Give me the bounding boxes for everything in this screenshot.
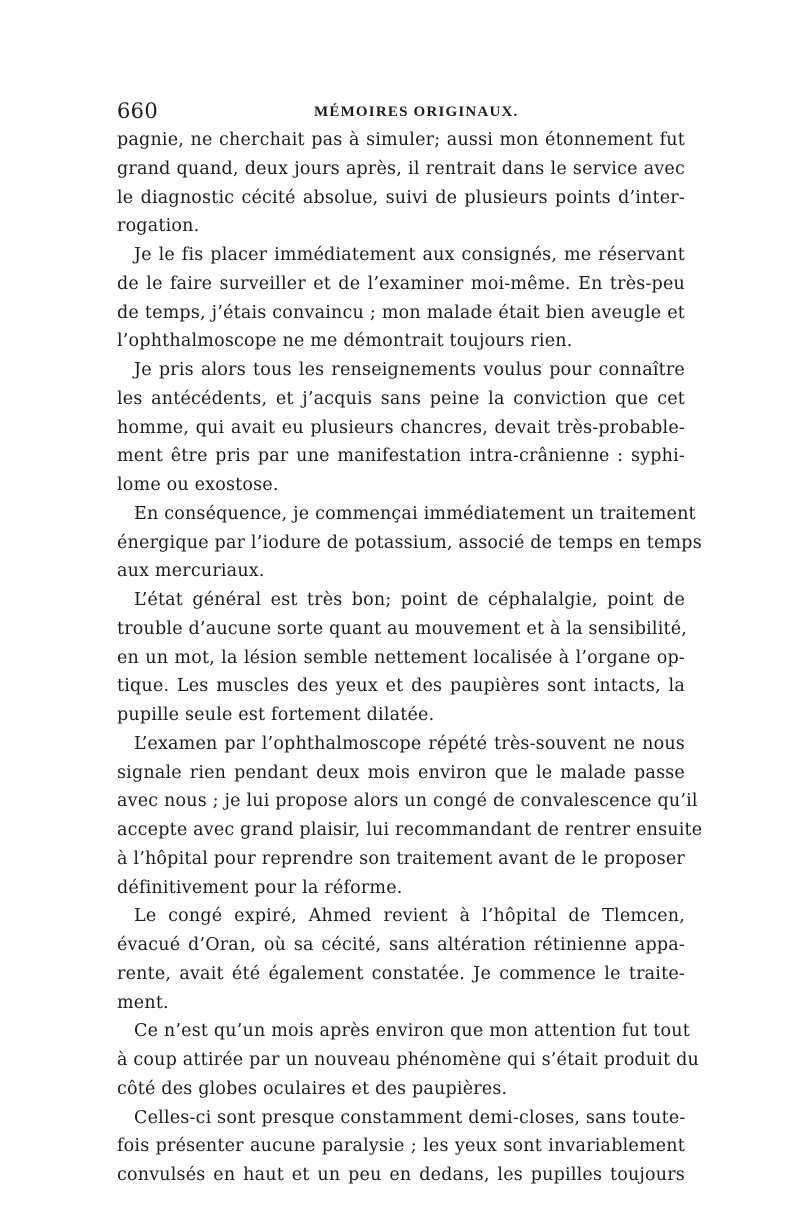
text-line: le diagnostic cécité absolue, suivi de plusieurs points d’inter- bbox=[117, 187, 685, 208]
text-line: avec nous ; je lui propose alors un congé de convalescence qu’il bbox=[117, 791, 698, 812]
paragraph-first-line: Je le fis placer immédiatement aux consignés, me réservant bbox=[134, 245, 685, 265]
text-line: les antécédents, et j’acquis sans peine la conviction que cet bbox=[117, 388, 685, 409]
paragraph-first-line: Je pris alors tous les renseignements voulus pour connaître bbox=[134, 360, 685, 380]
paragraph-last-line: définitivement pour la réforme. bbox=[117, 877, 403, 898]
paragraph-first-line: En conséquence, je commençai immédiatement un traitement bbox=[134, 503, 696, 524]
paragraph-first-line: Celles-ci sont presque constamment demi-closes, sans toute- bbox=[134, 1107, 686, 1128]
running-head: MÉMOIRES ORIGINAUX. bbox=[314, 104, 519, 120]
text-line: pagnie, ne cherchait pas à simuler; aussi mon étonnement fut bbox=[117, 130, 685, 150]
paragraph-last-line: lome ou exostose. bbox=[117, 475, 279, 495]
body-text bbox=[117, 126, 703, 1190]
paragraph-first-line: Le congé expiré, Ahmed revient à l’hôpital de Tlemcen, bbox=[134, 906, 685, 927]
paragraph-last-line: côté des globes oculaires et des paupières. bbox=[117, 1078, 508, 1099]
text-line: à l’hôpital pour reprendre son traitement avant de le proposer bbox=[117, 848, 685, 869]
text-line: de le faire surveiller et de l’examiner moi-même. En très-peu bbox=[117, 273, 685, 294]
text-line: grand quand, deux jours après, il rentrait dans le service avec bbox=[117, 158, 685, 179]
page-header bbox=[117, 96, 685, 126]
text-line: rente, avait été également constatée. Je commence le traite- bbox=[117, 963, 685, 984]
text-line: fois présenter aucune paralysie ; les yeux sont invariablement bbox=[117, 1136, 685, 1157]
paragraph-last-line: pupille seule est fortement dilatée. bbox=[117, 705, 435, 725]
text-line: énergique par l’iodure de potassium, associé de temps en temps bbox=[117, 532, 702, 553]
text-line: de temps, j’étais convaincu ; mon malade était bien aveugle et bbox=[117, 302, 685, 323]
paragraph-first-line: L’examen par l’ophthalmoscope répété très-souvent ne nous bbox=[134, 733, 685, 754]
paragraph-last-line: rogation. bbox=[117, 216, 200, 237]
text-line: signale rien pendant deux mois environ que le malade passe bbox=[117, 762, 685, 783]
text-line: homme, qui avait eu plusieurs chancres, devait très-probable- bbox=[117, 417, 685, 438]
text-line: convulsés en haut et un peu en dedans, les pupilles toujours bbox=[117, 1165, 685, 1185]
paragraph-last-line: l’ophthalmoscope ne me démontrait toujours rien. bbox=[117, 331, 573, 352]
text-line: trouble d’aucune sorte quant au mouvement et à la sensibilité, bbox=[117, 618, 688, 639]
paragraph-first-line: Ce n’est qu’un mois après environ que mon attention fut tout bbox=[134, 1021, 690, 1042]
text-line: tique. Les muscles des yeux et des paupières sont intacts, la bbox=[117, 676, 685, 697]
text-line: en un mot, la lésion semble nettement localisée à l’organe op- bbox=[117, 647, 685, 668]
text-line: à coup attirée par un nouveau phénomène qui s’était produit du bbox=[117, 1050, 699, 1070]
paragraph-last-line: aux mercuriaux. bbox=[117, 561, 265, 582]
paragraph-first-line: L’état général est très bon; point de céphalalgie, point de bbox=[134, 590, 685, 610]
page-number: 660 bbox=[117, 99, 158, 123]
text-line: évacué d’Oran, où sa cécité, sans altération rétinienne appa- bbox=[117, 935, 685, 955]
paragraph-last-line: ment. bbox=[117, 992, 169, 1013]
text-line: ment être pris par une manifestation intra-crânienne : syphi- bbox=[117, 446, 685, 467]
text-line: accepte avec grand plaisir, lui recommandant de rentrer ensuite bbox=[117, 820, 703, 840]
